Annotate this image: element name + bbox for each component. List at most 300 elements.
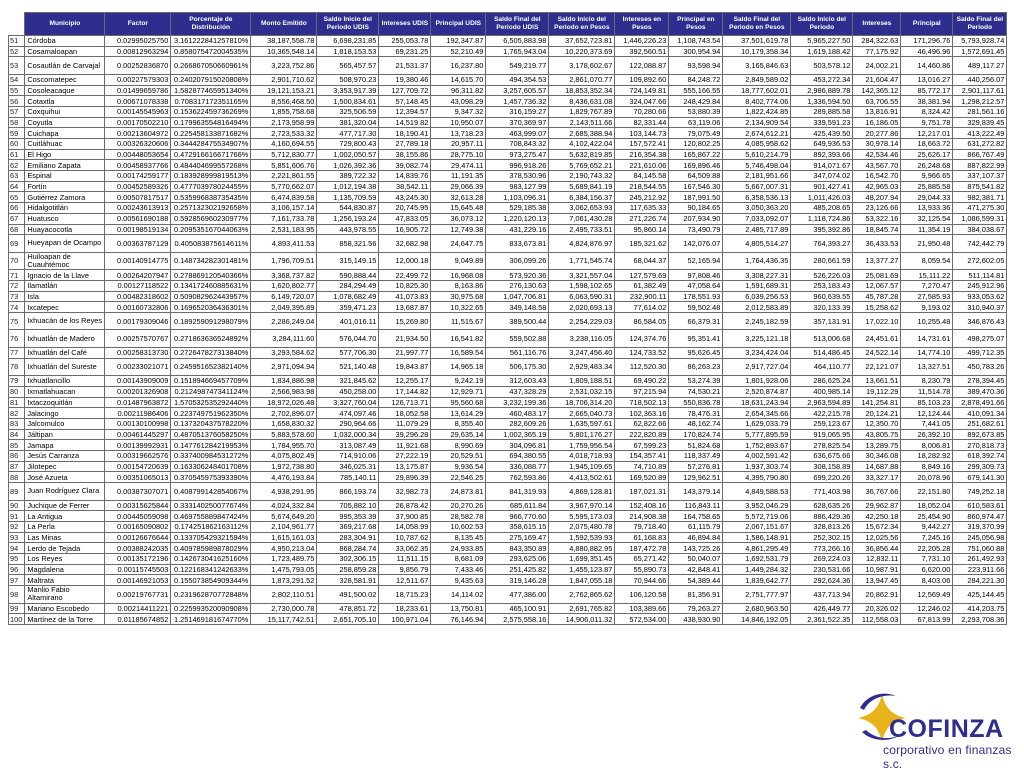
value-cell: 37,900.85 [379,511,431,522]
value-cell: 42,848.41 [669,564,723,575]
value-cell: 321,845.62 [317,376,379,387]
value-cell: 0.00126676644 [105,532,171,543]
value-cell: 7,061,430.28 [549,213,615,224]
value-cell: 983,127.99 [486,181,549,192]
row-number: 67 [9,213,25,224]
row-number: 91 [9,511,25,522]
value-cell: 253,183.43 [791,280,853,291]
municipio-cell: Huatusco [25,213,105,224]
value-cell: 1,723,489.75 [251,553,317,564]
value-cell: 1,598,102.65 [549,280,615,291]
value-cell: 0.169652036436301% [171,302,251,313]
value-cell: 0.00140914775 [105,252,171,270]
value-cell: 53,274.39 [669,376,723,387]
value-cell: 5,610,214.79 [723,149,791,160]
value-cell: 3,321,557.04 [549,270,615,281]
value-cell: 15,111.22 [901,270,953,281]
value-cell: 0.00264207947 [105,270,171,281]
value-cell: 13,687.87 [379,302,431,313]
value-cell: 450,258.00 [317,386,379,397]
value-cell: 1,475,793.05 [251,564,317,575]
value-cell: 4,950,213.04 [251,543,317,554]
value-cell: 16,968.08 [431,270,486,281]
value-cell: 0.00326320606 [105,139,171,150]
value-cell: 0.147761284219953% [171,440,251,451]
value-cell: 498,275.07 [953,330,1007,348]
value-cell: 74,530.21 [669,386,723,397]
row-number: 53 [9,57,25,75]
value-cell: 0.00257570767 [105,330,171,348]
value-cell: 9,751.78 [901,117,953,128]
value-cell: 9,347.32 [431,106,486,117]
value-cell: 3,238,116.05 [549,330,615,348]
value-cell: 339,591.23 [791,117,853,128]
value-cell: 414,203.75 [953,603,1007,614]
value-cell: 95,860.14 [615,224,669,235]
row-number: 68 [9,224,25,235]
value-cell: 0.00233021071 [105,358,171,376]
table-row [9,532,1007,543]
row-number: 74 [9,302,25,313]
value-cell: 0.00387307071 [105,483,171,501]
table-row [9,543,1007,554]
value-cell: 23,126.66 [853,203,901,214]
row-number: 98 [9,586,25,604]
value-cell: 6,698,231.85 [317,36,379,47]
value-cell: 0.00671078338 [105,96,171,107]
value-cell: 395,392.86 [791,224,853,235]
header-cell: Municipio [25,13,105,36]
value-cell: 45,787.28 [853,291,901,302]
value-cell: 29,896.39 [379,472,431,483]
value-cell: 4,805,514.27 [723,235,791,253]
value-cell: 19,843.87 [379,358,431,376]
row-number: 54 [9,74,25,85]
value-cell: 11,515.67 [431,312,486,330]
logo-brand-name: COFINZA [889,715,1004,743]
value-cell: 0.137320437578220% [171,418,251,429]
value-cell: 860,974.47 [953,511,1007,522]
value-cell: 251,425.82 [486,564,549,575]
value-cell: 57,276.81 [669,461,723,472]
value-cell: 631,272.82 [953,139,1007,150]
value-cell: 0.189259091298079% [171,312,251,330]
value-cell: 1,298,212.57 [953,96,1007,107]
value-cell: 8,402,774.06 [723,96,791,107]
value-cell: 450,783.26 [953,358,1007,376]
value-cell: 39,296.28 [379,429,431,440]
value-cell: 77,175.92 [853,46,901,57]
value-cell: 1,026,392.36 [317,160,379,171]
municipio-cell: Magdalena [25,564,105,575]
value-cell: 21,997.77 [379,347,431,358]
value-cell: 0.00351065013 [105,472,171,483]
value-cell: 0.153622459736269% [171,106,251,117]
value-cell: 3,368,737.82 [251,270,317,281]
value-cell: 1,829,767.89 [549,106,615,117]
value-cell: 8,556,468.50 [251,96,317,107]
table-row [9,330,1007,348]
value-cell: 11,514.78 [901,386,953,397]
value-cell: 0.00315625844 [105,500,171,511]
municipio-cell: Cosoleacaque [25,85,105,96]
value-cell: 46,894.84 [669,532,723,543]
value-cell: 0.333140250077674% [171,500,251,511]
value-cell: 312,603.43 [486,376,549,387]
table-row [9,521,1007,532]
value-cell: 26,392.10 [901,429,953,440]
municipio-cell: Mariano Escobedo [25,603,105,614]
value-cell: 6,039,256.53 [723,291,791,302]
value-cell: 10,787.62 [379,532,431,543]
table-row [9,224,1007,235]
value-cell: 12,749.38 [431,224,486,235]
value-cell: 9,936.54 [431,461,486,472]
value-cell: 0.00115745503 [105,564,171,575]
value-cell: 2,723,533.32 [251,128,317,139]
value-cell: 724,149.81 [615,85,669,96]
value-cell: 18,190.41 [379,128,431,139]
value-cell: 1,572,691.45 [953,46,1007,57]
header-cell: Intereses en Pesos [615,13,669,36]
value-cell: 0.00130100998 [105,418,171,429]
value-cell: 4,938,291.95 [251,483,317,501]
value-cell: 3,952,046.29 [723,500,791,511]
value-cell: 43,245.30 [379,192,431,203]
value-cell: 0.708317172351165% [171,96,251,107]
municipio-cell: Coyutla [25,117,105,128]
value-cell: 2,020,693.13 [549,302,615,313]
value-cell: 995,353.39 [317,511,379,522]
value-cell: 86,263.23 [669,358,723,376]
value-cell: 18,233.61 [379,603,431,614]
value-cell: 0.00482318602 [105,291,171,302]
value-cell: 48,162.74 [669,418,723,429]
value-cell: 129,962.51 [669,472,723,483]
value-cell: 389,722.32 [317,171,379,182]
value-cell: 919,065.95 [791,429,853,440]
value-cell: 61,168.83 [615,532,669,543]
value-cell: 431,229.16 [486,224,549,235]
value-cell: 11,921.68 [379,440,431,451]
value-cell: 103,389.66 [615,603,669,614]
value-cell: 90,184.65 [669,203,723,214]
value-cell: 170,824.74 [669,429,723,440]
value-cell: 1,847,055.18 [549,575,615,586]
value-cell: 248,429.84 [669,96,723,107]
value-cell: 1,002,365.19 [486,429,549,440]
value-cell: 1,457,736.32 [486,96,549,107]
municipio-cell: Ixhuatlán del Sureste [25,358,105,376]
table-row [9,450,1007,461]
value-cell: 2,286,249.04 [251,312,317,330]
value-cell: 749,252.18 [953,483,1007,501]
municipio-cell: Ixcatepec [25,302,105,313]
value-cell: 2,049,395.89 [251,302,317,313]
value-cell: 73,490.79 [669,224,723,235]
value-cell: 460,483.17 [486,408,549,419]
value-cell: 425,144.45 [953,586,1007,604]
value-cell: 29,962.87 [853,500,901,511]
value-cell: 7,245.16 [901,532,953,543]
value-cell: 27,585.93 [901,291,953,302]
value-cell: 32,982.73 [379,483,431,501]
value-cell: 18,845.74 [853,224,901,235]
value-cell: 1,592,539.93 [549,532,615,543]
municipio-cell: Gutiérrez Zamora [25,192,105,203]
value-cell: 15,645.48 [431,203,486,214]
value-cell: 61,382.49 [615,280,669,291]
value-cell: 222,820.89 [615,429,669,440]
value-cell: 0.00445059098 [105,511,171,522]
value-cell: 0.142673041625160% [171,553,251,564]
municipio-cell: Ixhuacán de los Reyes [25,312,105,330]
value-cell: 982,381.71 [953,192,1007,203]
value-cell: 914,071.67 [791,160,853,171]
value-cell: 50,040.07 [669,553,723,564]
value-cell: 425,439.50 [791,128,853,139]
value-cell: 892,673.85 [953,429,1007,440]
value-cell: 0.408799142854067% [171,483,251,501]
value-cell: 544,830.87 [317,203,379,214]
value-cell: 20,862.91 [853,586,901,604]
value-cell: 577,706.30 [317,347,379,358]
value-cell: 785,140.11 [317,472,379,483]
value-cell: 109,892.60 [615,74,669,85]
value-cell: 7,731.10 [901,553,953,564]
value-cell: 4,085,958.62 [723,139,791,150]
value-cell: 13,377.27 [853,252,901,270]
value-cell: 0.134172460885631% [171,280,251,291]
value-cell: 2,293,708.36 [953,614,1007,625]
value-cell: 221,610.06 [615,160,669,171]
value-cell: 12,124.44 [901,408,953,419]
table-row [9,117,1007,128]
value-cell: 22,205.28 [901,543,953,554]
value-cell: 97,215.94 [615,386,669,397]
value-cell: 100,971.04 [379,614,431,625]
value-cell: 3,178,602.67 [549,57,615,75]
value-cell: 0.00243613913 [105,203,171,214]
value-cell: 966,770.60 [486,511,549,522]
table-row [9,603,1007,614]
value-cell: 12,394.57 [379,106,431,117]
municipio-cell: Huayacocotla [25,224,105,235]
value-cell: 106,120.58 [615,586,669,604]
row-number: 83 [9,418,25,429]
value-cell: 1,937,303.74 [723,461,791,472]
value-cell: 11,079.29 [379,418,431,429]
value-cell: 5,689,841.19 [549,181,615,192]
value-cell: 4,824,876.97 [549,235,615,253]
value-cell: 9,435.63 [431,575,486,586]
row-number: 95 [9,553,25,564]
value-cell: 714,910.06 [317,450,379,461]
value-cell: 11,511.15 [379,553,431,564]
value-cell: 8,849.16 [901,461,953,472]
value-cell: 933,053.62 [953,291,1007,302]
table-row [9,139,1007,150]
value-cell: 0.183928999819513% [171,171,251,182]
table-row [9,408,1007,419]
value-cell: 555,166.55 [669,85,723,96]
row-number: 57 [9,106,25,117]
value-cell: 1,752,893.67 [723,440,791,451]
table-row [9,347,1007,358]
value-cell: 14,114.02 [431,586,486,604]
value-cell: 2,901,117.61 [953,85,1007,96]
value-cell: 29,044.33 [901,192,953,203]
municipio-cell: Jesús Carranza [25,450,105,461]
value-cell: 9,193.02 [901,302,953,313]
table-row [9,500,1007,511]
municipio-cell: Ignacio de la Llave [25,270,105,281]
value-cell: 0.00143909009 [105,376,171,387]
value-cell: 272,602.05 [953,252,1007,270]
value-cell: 0.133705429321594% [171,532,251,543]
value-cell: 223,911.66 [953,564,1007,575]
value-cell: 400,985.14 [791,386,853,397]
value-cell: 0.344428475534907% [171,139,251,150]
value-cell: 284,322.63 [853,36,901,47]
value-cell: 13,816.91 [853,106,901,117]
table-row [9,106,1007,117]
value-cell: 699,220.26 [791,472,853,483]
value-cell: 3,308,227.31 [723,270,791,281]
row-number: 78 [9,358,25,376]
value-cell: 27,789.18 [379,139,431,150]
value-cell: 18,282.92 [901,450,953,461]
table-row [9,440,1007,451]
value-cell: 20,124.21 [853,408,901,419]
value-cell: 24,002.21 [853,57,901,75]
value-cell: 169,520.89 [615,472,669,483]
value-cell: 12,350.70 [853,418,901,429]
value-cell: 2,245,182.59 [723,312,791,330]
value-cell: 1,619,188.42 [791,46,853,57]
value-cell: 185,321.62 [615,235,669,253]
value-cell: 389,500.44 [486,312,549,330]
value-cell: 29,066.39 [431,181,486,192]
value-cell: 8,230.79 [901,376,953,387]
value-cell: 26,248.68 [901,160,953,171]
value-cell: 328,813.26 [791,521,853,532]
value-cell: 81,356.91 [669,586,723,604]
value-cell: 245,056.98 [953,532,1007,543]
value-cell: 1,801,928.06 [723,376,791,387]
value-cell: 3,225,121.18 [723,330,791,348]
value-cell: 764,393.27 [791,235,853,253]
value-cell: 866,193.74 [317,483,379,501]
value-cell: 346,876.43 [953,312,1007,330]
cofinza-logo [852,688,1022,771]
value-cell: 10,825.30 [379,280,431,291]
value-cell: 2,566,983.98 [251,386,317,397]
value-cell: 13,718.23 [431,128,486,139]
value-cell: 122,088.87 [615,57,669,75]
value-cell: 1,972,738.80 [251,461,317,472]
value-cell: 53,880.39 [669,106,723,117]
value-cell: 3.161222841257810% [171,36,251,47]
value-cell: 0.257132302192658% [171,203,251,214]
value-cell: 705,882.10 [317,500,379,511]
value-cell: 0.231962870772848% [171,586,251,604]
value-cell: 0.245951652382140% [171,358,251,376]
value-cell: 5,965,227.50 [791,36,853,47]
value-cell: 14,460.86 [901,57,953,75]
value-cell: 18,853,352.34 [549,85,615,96]
value-cell: 5,769,652.21 [549,160,615,171]
value-cell: 8,436,631.08 [549,96,615,107]
value-cell: 18,972,026.48 [251,397,317,408]
value-cell: 230,531.66 [791,564,853,575]
value-cell: 18,663.72 [901,139,953,150]
value-cell: 576,044.70 [317,330,379,348]
table-row [9,96,1007,107]
value-cell: 0.00448053654 [105,149,171,160]
value-cell: 1,108,743.54 [669,36,723,47]
value-cell: 2,531,032.15 [549,386,615,397]
value-cell: 1,629,033.79 [723,418,791,429]
value-cell: 10,179,358.34 [723,46,791,57]
value-cell: 499,712.35 [953,347,1007,358]
row-number: 52 [9,46,25,57]
value-cell: 86,584.05 [615,312,669,330]
value-cell: 164,758.65 [669,511,723,522]
value-cell: 12,246.02 [901,603,953,614]
value-cell: 550,836.78 [669,397,723,408]
value-cell: 5,801,176.27 [549,429,615,440]
value-cell: 494,354.53 [486,74,549,85]
value-cell: 521,140.48 [317,358,379,376]
value-cell: 2,691,765.82 [549,603,615,614]
value-cell: 679,141.30 [953,472,1007,483]
value-cell: 2,730,000.78 [251,603,317,614]
municipio-cell: La Antigua [25,511,105,522]
value-cell: 1,784,955.70 [251,440,317,451]
value-cell: 0.00211986406 [105,408,171,419]
value-cell: 9,442.27 [901,521,953,532]
table-row [9,575,1007,586]
value-cell: 349,148.58 [486,302,549,313]
value-cell: 718,502.13 [615,397,669,408]
value-cell: 18,052.04 [901,500,953,511]
value-cell: 12,511.67 [379,575,431,586]
value-cell: 511,114.81 [953,270,1007,281]
municipio-cell: Ilamatlán [25,280,105,291]
value-cell: 12,255.17 [379,376,431,387]
value-cell: 24,451.61 [853,330,901,348]
value-cell: 1,591,689.31 [723,280,791,291]
municipio-cell: Jalacingo [25,408,105,419]
value-cell: 192,347.87 [431,36,486,47]
value-cell: 1,103,096.31 [486,192,549,203]
value-cell: 20,326.02 [853,603,901,614]
value-cell: 11,191.35 [431,171,486,182]
table-row [9,57,1007,75]
value-cell: 5,746,498.04 [723,160,791,171]
value-cell: 1,834,886.98 [251,376,317,387]
value-cell: 0.00145545963 [105,106,171,117]
row-number: 85 [9,440,25,451]
value-cell: 2,849,589.02 [723,74,791,85]
value-cell: 5,712,830.77 [251,149,317,160]
value-cell: 328,581.91 [317,575,379,586]
value-cell: 346,025.31 [317,461,379,472]
row-number: 70 [9,252,25,270]
value-cell: 13,289.75 [853,440,901,451]
value-cell: 117,635.33 [615,203,669,214]
